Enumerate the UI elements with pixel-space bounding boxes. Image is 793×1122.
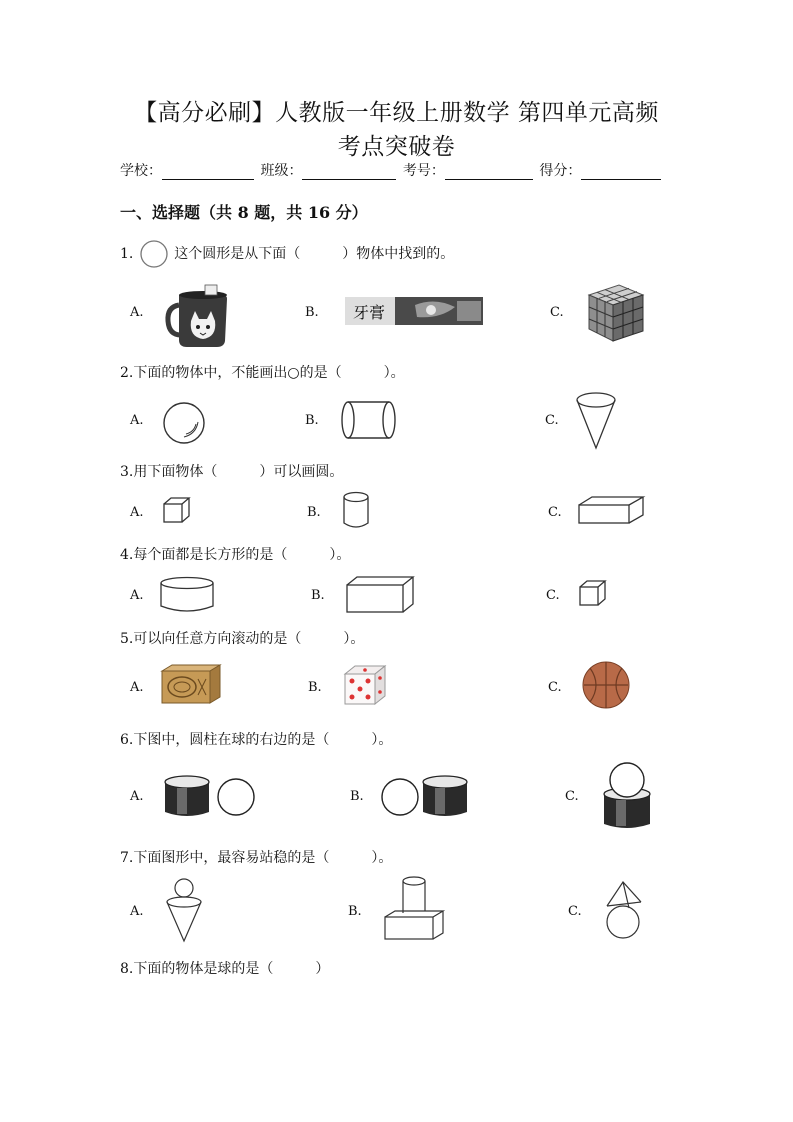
sphere-icon [160,402,210,444]
section-heading: 一、选择题（共 8 题，共 16 分） [120,203,368,222]
cylinder-icon [342,491,372,529]
q6-option-b[interactable]: B. [350,789,364,804]
score-blank[interactable] [581,165,661,180]
sphere-left-cylinder-right-figure [381,774,473,820]
question-8-text: 8.下面的物体是球的是（ ） [120,961,330,977]
toothpaste-image [345,295,483,327]
q2-option-a[interactable]: A. [130,413,144,428]
q5-option-a[interactable]: A. [130,680,144,695]
cylinder-horizontal-icon [340,400,398,442]
school-label: 学校： [120,163,162,179]
q4-option-a[interactable]: A. [130,588,144,603]
q1-option-a[interactable]: A. [130,305,144,320]
question-3-text: 3.用下面物体（ ）可以画圆。 [120,464,344,480]
q3-option-a[interactable]: A. [130,505,144,520]
cuboid-icon [345,575,415,615]
cone-icon [576,390,618,452]
q7-option-a[interactable]: A. [130,904,144,919]
student-info [120,160,663,180]
q5-option-c[interactable]: C. [548,680,562,695]
sphere-on-cylinder-figure [602,762,654,832]
cylinder-on-cuboid-figure [382,875,446,941]
q1-option-b[interactable]: B. [305,305,319,320]
question-1-number: 1. [120,246,134,262]
number-blank[interactable] [445,165,533,180]
basketball-image [582,660,632,710]
page-title: 【高分必刷】人教版一年级上册数学 第四单元高频 [134,100,659,126]
q5-option-b[interactable]: B. [308,680,322,695]
cylinder-wide-icon [160,576,216,614]
question-5-text: 5.可以向任意方向滚动的是（ ）。 [120,631,365,647]
q2-option-b[interactable]: B. [305,413,319,428]
toothpaste-label: 牙膏 [353,303,386,322]
cylinder-left-sphere-right-figure [163,774,259,820]
q7-option-c[interactable]: C. [568,904,582,919]
q4-option-c[interactable]: C. [546,588,560,603]
question-1 [120,240,454,268]
page-subtitle: 考点突破卷 [337,134,456,160]
class-blank[interactable] [302,165,396,180]
q6-option-a[interactable]: A. [130,789,144,804]
q6-option-c[interactable]: C. [565,789,579,804]
cube-small-icon [579,580,607,608]
cuboid-flat-icon [578,496,646,526]
q3-option-b[interactable]: B. [307,505,321,520]
cone-on-sphere-figure [603,880,645,942]
q1-option-c[interactable]: C. [550,305,564,320]
school-blank[interactable] [162,165,254,180]
question-6-text: 6.下图中，圆柱在球的右边的是（ ）。 [120,732,393,748]
mug-image [165,277,240,349]
question-4-text: 4.每个面都是长方形的是（ ）。 [120,547,351,563]
class-label: 班级： [260,163,303,179]
q2-option-c[interactable]: C. [545,413,559,428]
question-2-text: 2.下面的物体中，不能画出○的是（ ）。 [120,365,405,381]
number-label: 考号： [402,163,445,179]
rubiks-cube-image [585,281,645,343]
q3-option-c[interactable]: C. [548,505,562,520]
score-label: 得分： [539,163,582,179]
sphere-on-cone-figure [165,878,205,944]
q7-option-b[interactable]: B. [348,904,362,919]
circle-shape-icon [140,240,168,268]
dice-image [343,664,387,706]
question-7-text: 7.下面图形中，最容易站稳的是（ ）。 [120,850,393,866]
question-1-text: 这个圆形是从下面（ ）物体中找到的。 [174,246,455,262]
cube-icon [163,497,191,525]
wooden-box-image [160,663,222,703]
q4-option-b[interactable]: B. [311,588,325,603]
